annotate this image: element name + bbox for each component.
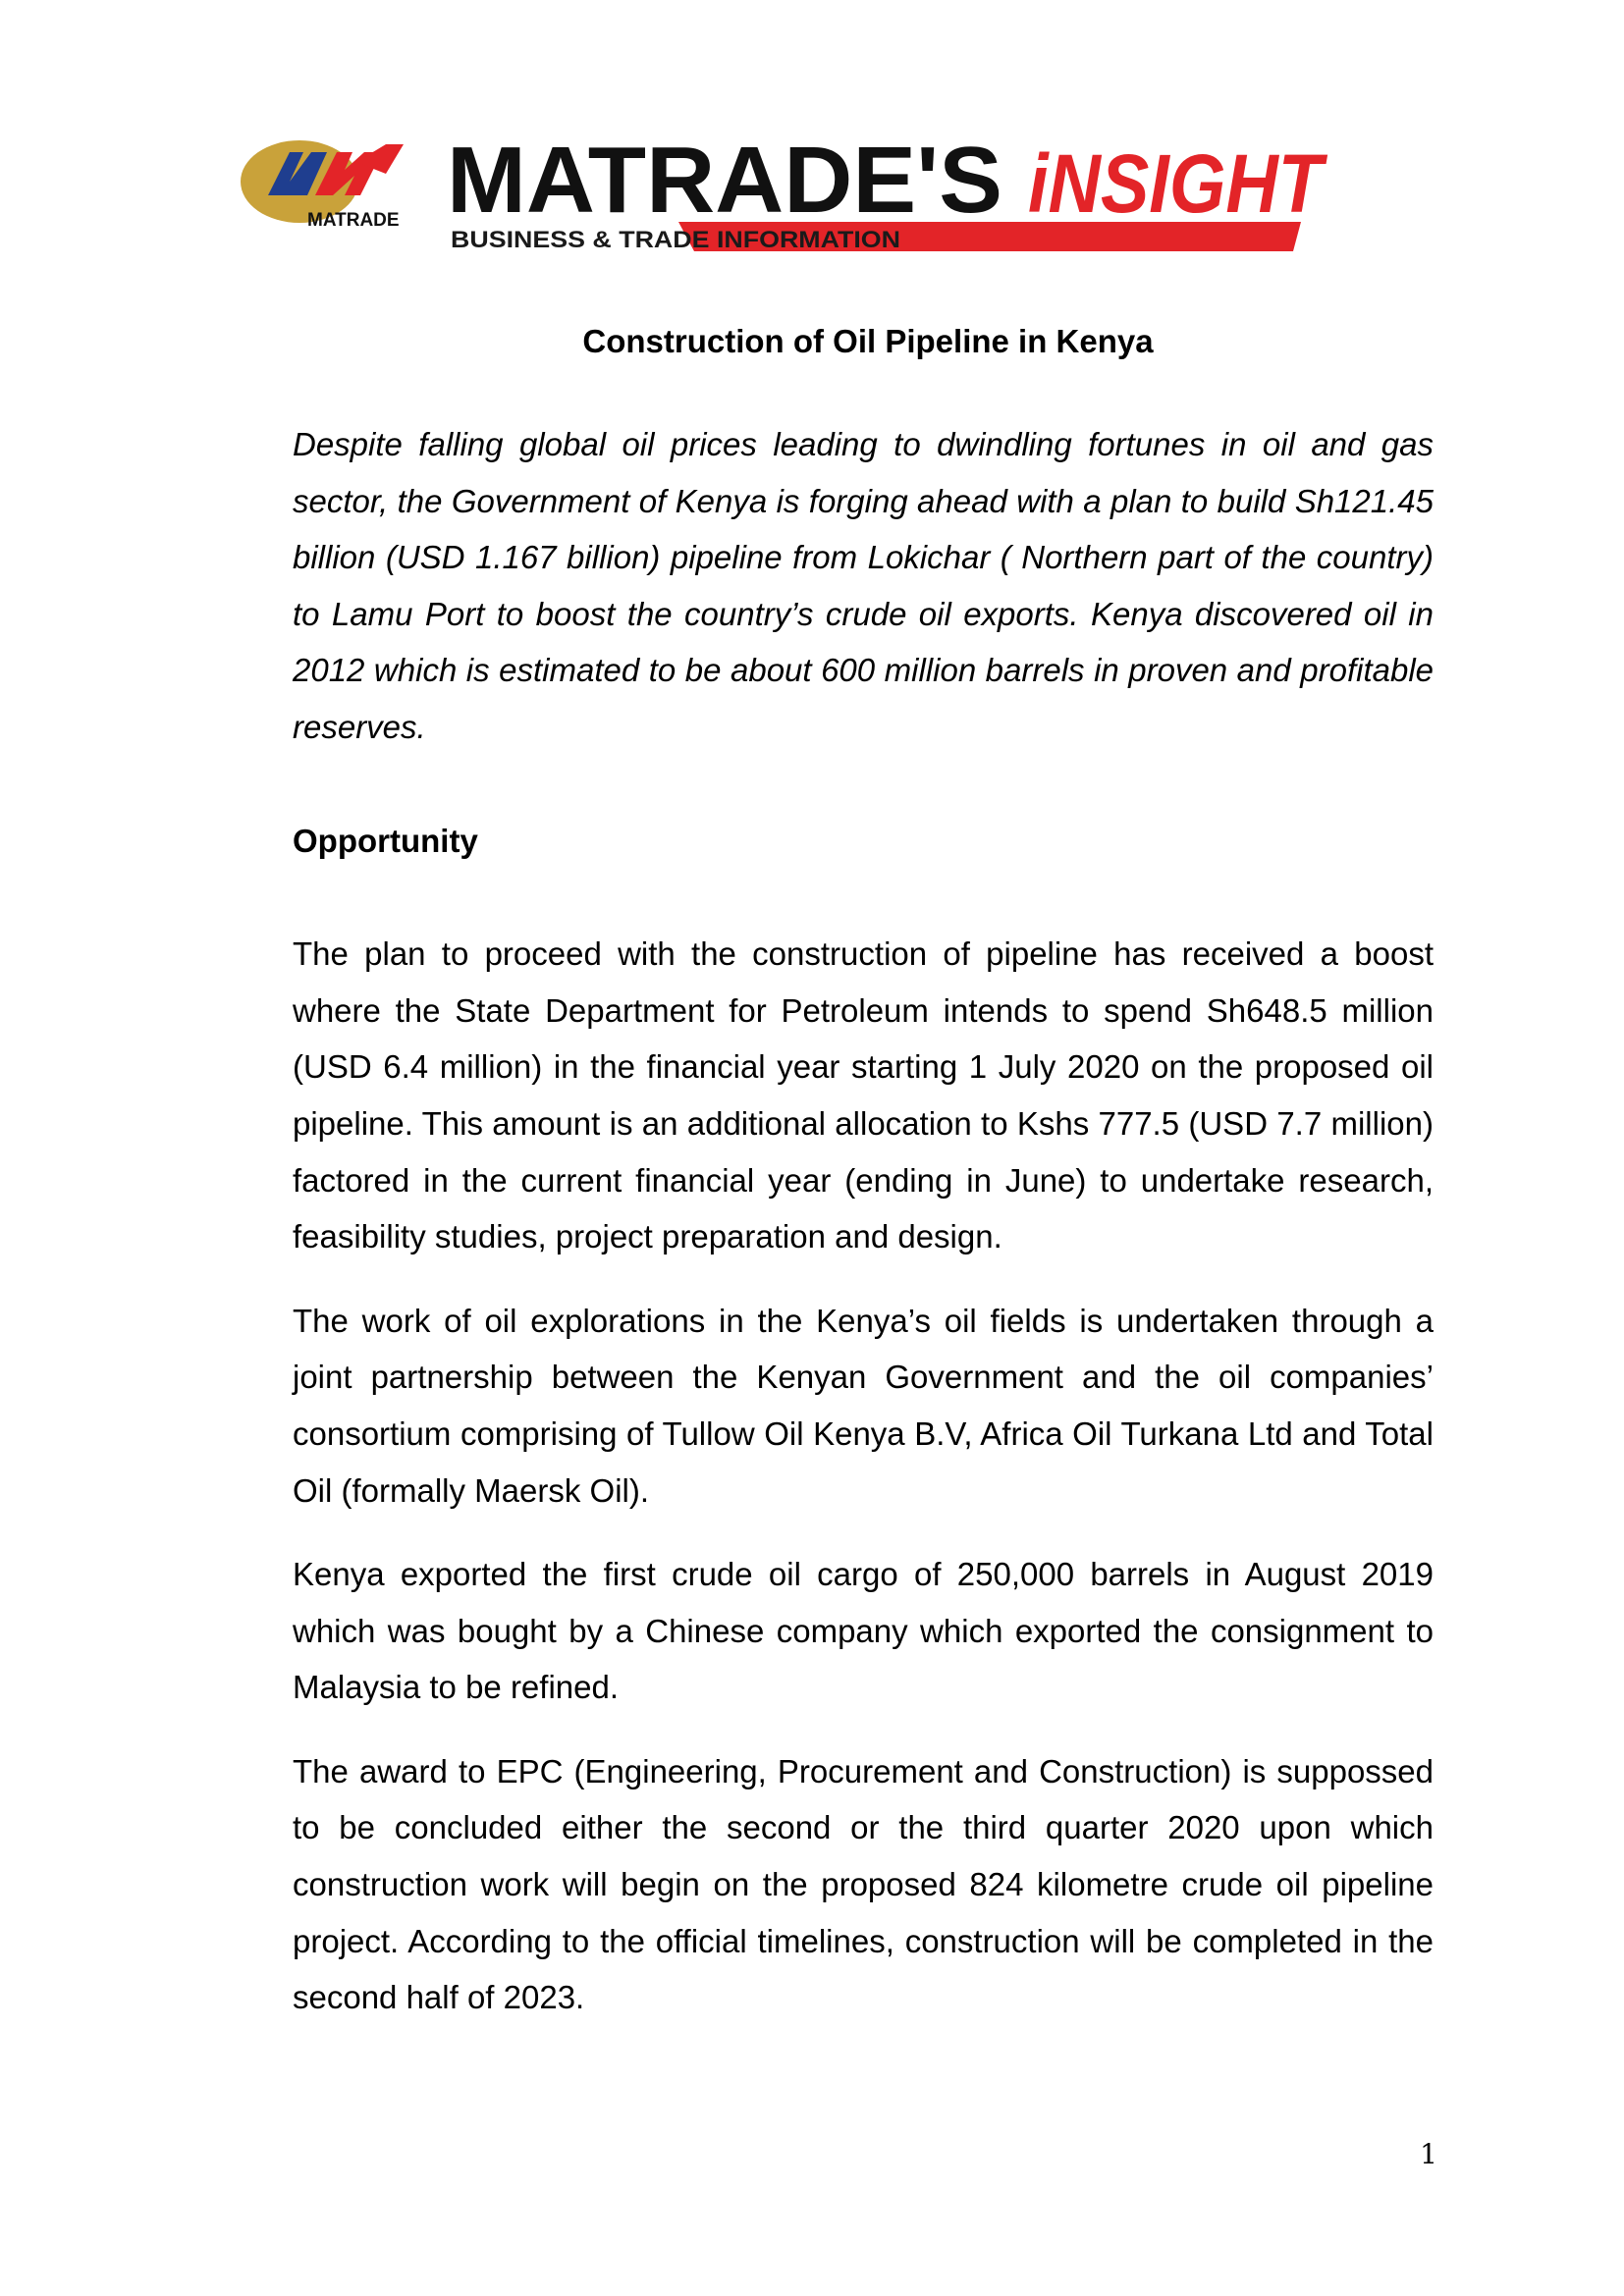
- page-number: 1: [1420, 2138, 1437, 2170]
- paragraph-budget: The plan to proceed with the construction of pipeline has received a boost where the State Department for Petroleum intends to spend Sh648.5 million (USD 6.4 million) in the financial year starting 1 July 2020 on the proposed oil pipeline. This amount is an additional allocation to Kshs 777.5 (USD 7.7 million) factored in the current financial year (ending in June) to undertake research, feasibility studies, project preparation and design.: [293, 935, 1434, 1255]
- page-header: [239, 120, 1328, 257]
- paragraph-partnership: The work of oil explorations in the Kenya’s oil fields is undertaken through a joint partnership between the Kenyan Government and the oil companies’ consortium comprising of Tullow Oil Kenya B.V, Africa Oil Turkana Ltd and Total Oil (formally Maersk Oil).: [293, 1302, 1434, 1509]
- brand-title: MATRADE'S: [447, 132, 1002, 233]
- intro-paragraph: Despite falling global oil prices leading to dwindling fortunes in oil and gas sector, the Government of Kenya is forging ahead with a plan to build Sh121.45 billion (USD 1.167 billion) pipeline from Lokichar ( Northern part of the country) to Lamu Port to boost the country’s crude oil exports. Kenya discovered oil in 2012 which is estimated to be about 600 million barrels in proven and profitable reserves.: [293, 426, 1434, 745]
- section-heading-opportunity: Opportunity: [293, 822, 478, 859]
- brand-suffix: iNSIGHT: [1028, 137, 1328, 230]
- brand-tagline: BUSINESS & TRADE INFORMATION: [451, 227, 900, 253]
- paragraph-first-export: Kenya exported the first crude oil cargo of 250,000 barrels in August 2019 which was bought by a Chinese company which exported the consignment to Malaysia to be refined.: [293, 1556, 1434, 1706]
- article-body: [293, 312, 1434, 2054]
- paragraph-epc-award: The award to EPC (Engineering, Procurement and Construction) is suppossed to be concluded either the second or the third quarter 2020 upon which construction work will begin on the proposed 824 kilometre crude oil pipeline project. According to the official timelines, construction will be completed in the second half of 2023.: [293, 1752, 1434, 2016]
- document-title: Construction of Oil Pipeline in Kenya: [582, 323, 1154, 359]
- insight-wordmark: [447, 132, 1330, 257]
- matrade-logo-text: MATRADE: [307, 210, 400, 231]
- matrade-logo: [239, 134, 406, 233]
